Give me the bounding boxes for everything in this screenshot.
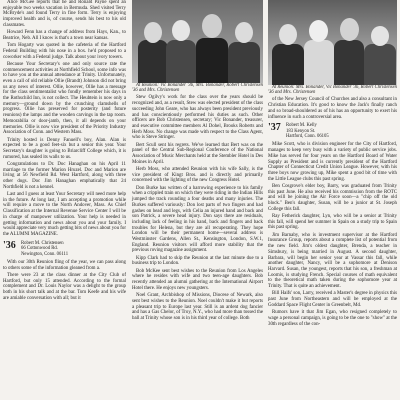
person-figure	[196, 38, 228, 83]
left-column	[3, 0, 126, 303]
class-year: '36	[3, 239, 16, 251]
person-head	[202, 14, 222, 38]
paragraph: Bill Haifs' son, Larry, received a Master's degree in physics this past June from Northeastern and will be employed at the Goddard Space Flight Center in Greenbelt, Md.	[268, 291, 397, 308]
paragraph: With our 30th Reunion fling of the year, we can pass along to others some of the information gleaned from a.	[3, 259, 126, 271]
photo-caption: At Reunion: Vic Bonander '36, Mrs. Bonander, Robert Christensen '36 and Mrs. Christensen	[132, 83, 263, 94]
paragraph: Trinity hosted is Denny Fanuell's boy, Alan. Alan is expected to be a good feet-six but a senior this year. Your Secretary's daughter is going to Briarcliff College which, it is rumored, has sealed its walls to us.	[3, 137, 126, 160]
photo-caption: At Reunion: Mrs. Bonander, Vic Bonander '36, Robert Christensen '36 and Mrs. Christensen	[268, 85, 397, 96]
person-head	[371, 26, 389, 46]
person-head	[144, 22, 162, 43]
right-column	[268, 0, 397, 329]
paragraph: Last and I guess at least Your Secretary will need more help in the future. At long last, I am accepting a promotion while will require a move to the North Andover, Mass. As Chief Classification at the Internal Revenue Service Center I will be in charge of manpower utilization. Your help is needed in getting information and news about you and your family. I would appreciate very much getting bits of news about you for the ALUMNI MAGAZINE.	[3, 192, 126, 237]
paragraph: Herb Moss, who attended Reunion with his wife Sally, is the vice president of Kingt Bros. and is directly and primarily concerned with the lighting of the new Congress Hotel.	[132, 167, 263, 184]
paragraph: Ben Cosgrove's elder boy, Barry, was graduated from Trinity this past June. He also received his commission from the ROTC and will be joining the Air Force soon—a "chip off the old block." Ben's daughter, Susan, will be a junior at St. Joseph College this fall.	[268, 183, 397, 212]
person-head	[172, 20, 190, 41]
person-figure	[334, 40, 364, 85]
paragraph: Mike Scott, who is division engineer for the City of Hartford, manages to keep very busy with a variety of public service jobs. Mike has served for four years on the Hartford Board of Water Supply as President and is currently president of the Hartford Chapter of Connecticut Credit Union League. However, with his three boys now growing up, Mike spent a good bit of time with the Little League clubs this past spring.	[268, 142, 397, 182]
paragraph: Jim Barnaby, who is investment supervisor at the Hartford Insurance Group, reports about a complete list of potential from the new field. Jim's oldest daughter, Brenda, a teacher in Simsbury, is being married in August. A second daughter, Barbara, will begin her senior year at Vassar this fall, while another daughter, Nancy, will be a sophomore at Denison Harvard. Susan, the youngest, reports that his son, a freshman at Loomis, is studying French. Special courses of math equivalent to the theoretical math taken during the sophomore year at Trinity. That is quite an achievement.	[268, 232, 397, 290]
middle-column	[132, 0, 263, 323]
person-figure	[228, 42, 260, 83]
paragraph: Tom Hogarty was quoted in the cafeteria of the Hartford Federal Building with his nose in a box. he'd proposed to a coworker with a Federal judge. Talk about your ivory towers.	[3, 43, 126, 60]
paragraph: Bert Scull sent his regrets. We've learned that Bert was on the panel of the Central Sub-Regional Conference of the National Association of Music Merchants held at the Stembler Hotel in Des Moines in April.	[132, 142, 263, 165]
person-head	[235, 22, 253, 43]
person-figure	[364, 44, 396, 85]
paragraph: Noel Grant, Archbishop of Missions, Diocese of Newark, also sent best wishes to the Reunion. Noel couldn't make it but reports a pleasant trip to Europe last year. Still is an ardent dog fancier and has a Gas Chelor, of Troy, N.Y., who had more than tossed the ball at Trinity whose son is in his third year of college. Both	[132, 293, 263, 321]
reunion-photo	[268, 0, 397, 85]
class-secretary-address: Robert M. Kelly 183 Kenyon St. Hartford, Conn. 06105	[286, 123, 329, 140]
class-header	[268, 123, 397, 139]
person-figure	[304, 40, 334, 85]
class-year: '37	[268, 122, 281, 134]
person-head	[279, 24, 297, 45]
person-head	[340, 18, 359, 41]
paragraph: Stew Ogilvy's work for the class over the years should be recognized and, as a result, Stew was elected president of the class succeeding John Geare, who has always been president previously and has conscientiously performed his duties as such. Other officers are Bob Christensen, secretary; Vic Bonander, treasurer, and executive committee members Al Dohel, Brooks Roberts and Herb Moss. No change was made with respect to the Class Agent, who is Steve Stringer.	[132, 95, 263, 141]
paragraph: Congratulations to Dr. Doc Hanaghan on his April 11 marriage to the former Marion Hruzel. Doc and Marion are living at 56 Newfield Rd. West Hartford, along with three other dogs. Doc Jim Hanaghan emphatically that 24 Northfield is not a kennel.	[3, 161, 126, 190]
paragraph: Ray Fetherick daughter, Lyn, who will be a senior at Trinity this fall, will spend her summer in Spain on a study trip to Spain this past spring.	[268, 214, 397, 231]
person-figure	[166, 40, 196, 83]
reunion-photo	[132, 0, 263, 83]
paragraph: Alice McGee reports that he and Ronald Payne spent an enjoyable two weeks vacation in Bermuda. Shed visited Terry McBryde's and found Terry in fine form. Terry is enjoying improved health and is, of course, sends his best to his old classmates.	[3, 0, 126, 28]
class-secretary-address: Robert M. Christensen 66 Cottonwood Rd. Newington, Conn. 06111	[21, 240, 69, 257]
paragraph: There were 23 at the class dinner at the City Club of Hartford, but only 15 attended. According to the formal complement and Dr. Louis Naylor was a delight to the group both in his short talk and at the bar. Tom Keefe and his wife are amiable conversation with all; but it	[3, 272, 126, 301]
class-header	[3, 241, 126, 257]
paragraph: Howard Fenn has a change of address from Hays, Kan., to Beatrice, Neb. All I know is that's a town near kansas.	[3, 30, 126, 41]
paragraph: Don Burke has written of a harrowing experience to his family when a crippled train on which they were riding in the Indian Hills jumped the track rounding a four deaths and many injuries. The Burkes suffered variously: Don lost parts of two fingers and had gashes on head and legs, with Celia an injured hand and back and son Patrick, a severe head injury. Don says there are residuals, including lack of feeling in his hand, back and fingers and back troubles for Helena, but they are all recuperating. They hope London will be their permanent home—several address is Westminster Gardens, Allen St., Kensington, London, S.W.1, England. Reunion visitors will afford more stability that the previous roving magazine assignment.	[132, 185, 263, 254]
paragraph: Rumors have it that Jim Egan, who resigned completely to wage a personal campaign, is going to be the one to "show" at the 30th regardless of the con-	[268, 310, 397, 327]
paragraph: Kipp Clark had to skip the Reunion at the last minute due to a business trip to London.	[132, 255, 263, 267]
paragraph: of the New Jersey Council of Churches and also a consultant in Christian Education. It's good to know the Jack's finally ranch and so broad-shouldered as of his has an opportunity to exert his influence in such a controversial area.	[268, 97, 397, 120]
person-figure	[138, 40, 168, 83]
paragraph: Bob McKee sent best wishes to the Reunion from Los Angeles where he resides with wife and two teen-age daughters. Bob recently attended an alumni gathering at the International Airport Hotel there. He enjoys new youngsters.	[132, 268, 263, 291]
paragraph: Because Your Secretary's one and only source rate the commencement activities at Northfield School, some info was to have you at the annual attendance at Trinity. Unfortunately, even a call of old reliable Ollie (Brandt) Johnson did not bring us any news of interest. Ollie, however, Ollie has a message for the class sentimentalist who fondly remember his days in the Rothschild Inn, is not collect. The Heubtein is now only a memory—ground down by the crunching clamshells of progress. Ollie has preserved for posterity (and future reunions) the lamps and the wooden carvings in the tap room. Memorabilia or door-jamb, then, it all depends on your memories. Ollie is now vice president of the Priority Industry Association of Conn. and Western Mass.	[3, 61, 126, 136]
person-head	[309, 20, 328, 42]
person-figure	[272, 44, 304, 85]
